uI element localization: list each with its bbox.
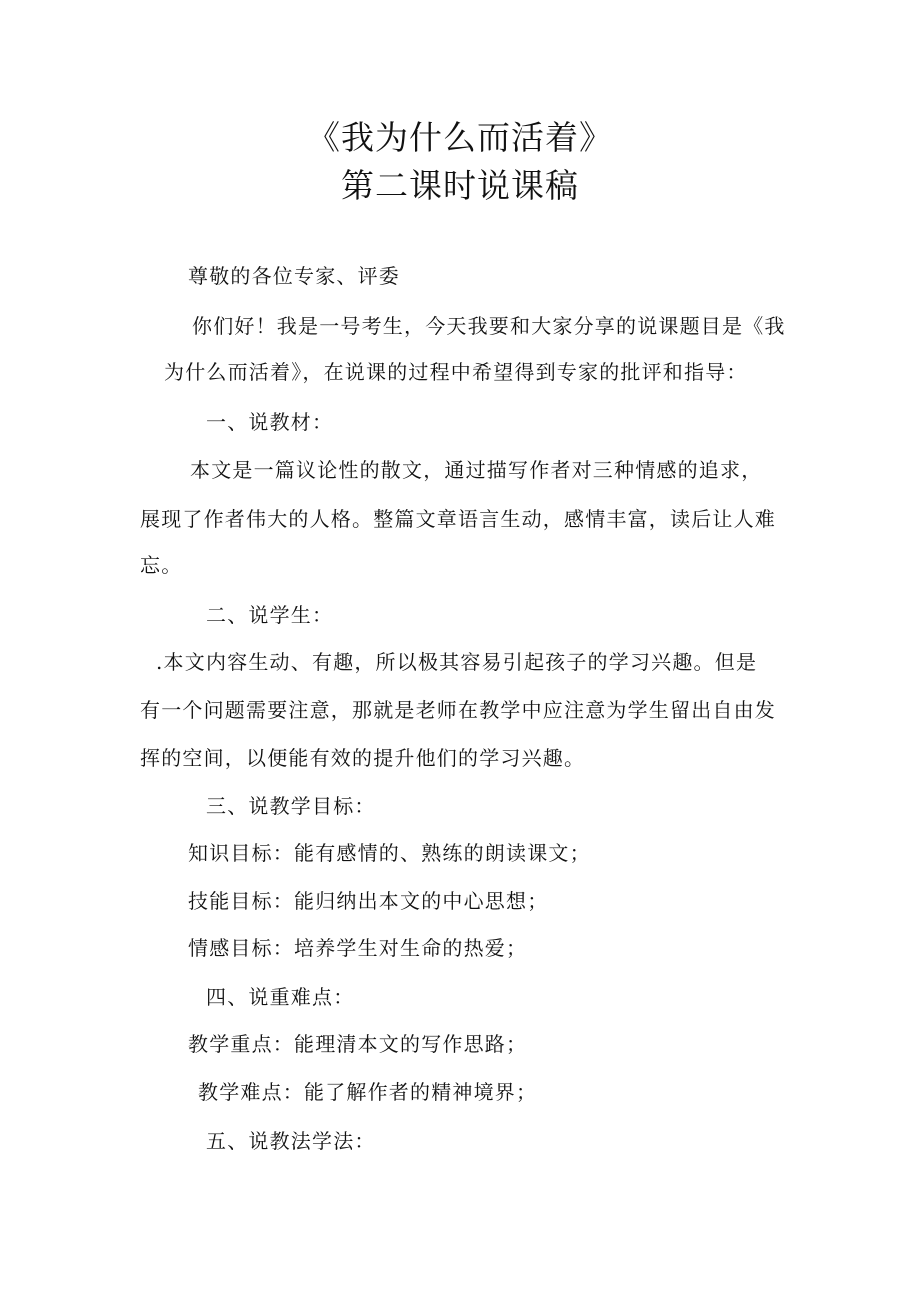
- section-heading-textbook: 一、说教材：: [206, 410, 334, 434]
- key-point-item: 教学重点：能理清本文的写作思路；: [188, 1032, 528, 1056]
- document-subtitle: 第二课时说课稿: [341, 166, 579, 205]
- intro-line-2: 为什么而活着》，在说课的过程中希望得到专家的批评和指导：: [164, 360, 748, 384]
- section-heading-key-points: 四、说重难点：: [206, 985, 355, 1009]
- goal-item-skill: 技能目标：能归纳出本文的中心思想；: [188, 889, 549, 913]
- paragraph-line: 本文是一篇议论性的散文，通过描写作者对三种情感的追求，: [190, 458, 763, 482]
- section-heading-students: 二、说学生：: [206, 603, 334, 627]
- intro-line-1: 你们好！我是一号考生，今天我要和大家分享的说课题目是《我: [192, 314, 786, 338]
- paragraph-line: 忘。: [140, 553, 183, 577]
- difficulty-item: 教学难点：能了解作者的精神境界；: [198, 1080, 538, 1104]
- greeting: 尊敬的各位专家、评委: [188, 264, 400, 288]
- paragraph-line: 挥的空间，以便能有效的提升他们的学习兴趣。: [140, 746, 586, 770]
- goal-item-emotion: 情感目标：培养学生对生命的热爱；: [188, 936, 528, 960]
- section-heading-goals: 三、说教学目标：: [206, 794, 376, 818]
- document-title: 《我为什么而活着》: [307, 118, 613, 157]
- paragraph-line: .本文内容生动、有趣，所以极其容易引起孩子的学习兴趣。但是: [156, 650, 758, 674]
- section-heading-methods: 五、说教法学法：: [206, 1129, 376, 1153]
- goal-item-knowledge: 知识目标：能有感情的、熟练的朗读课文；: [188, 841, 591, 865]
- paragraph-line: 展现了作者伟大的人格。整篇文章语言生动，感情丰富，读后让人难: [140, 507, 776, 531]
- paragraph-line: 有一个问题需要注意，那就是老师在教学中应注意为学生留出自由发: [140, 698, 776, 722]
